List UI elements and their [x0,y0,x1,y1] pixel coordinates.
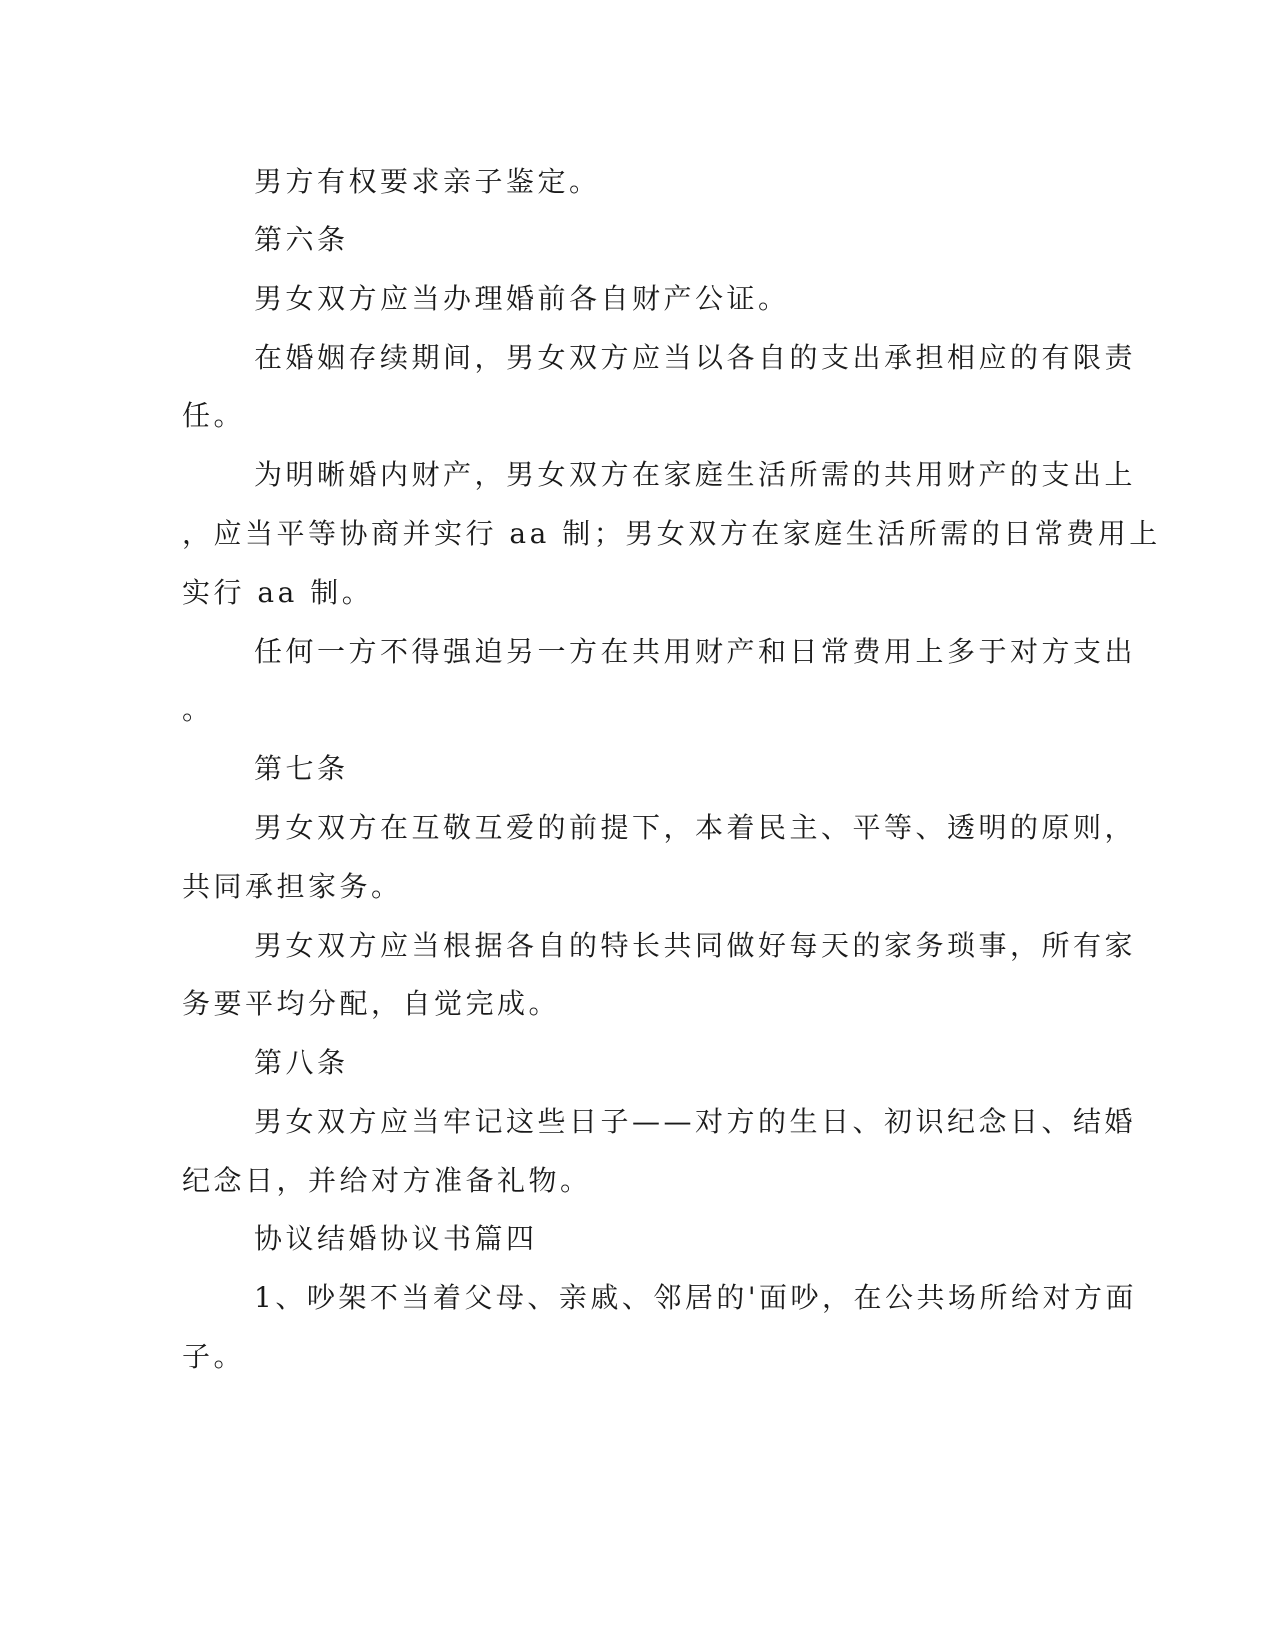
paragraph-line: 务要平均分配，自觉完成。 [182,987,561,1020]
paragraph-line: 男女双方应当牢记这些日子——对方的生日、初识纪念日、结婚 [254,1105,1137,1138]
paragraph-line: 1、吵架不当着父母、亲戚、邻居的'面吵，在公共场所给对方面 [254,1281,1138,1314]
paragraph-line: 实行 aa 制。 [182,576,374,609]
paragraph-line: 男女双方应当根据各自的特长共同做好每天的家务琐事，所有家 [254,929,1137,962]
section-heading: 协议结婚协议书篇四 [254,1222,538,1255]
paragraph-line: 。 [182,693,214,726]
paragraph-line: 纪念日，并给对方准备礼物。 [182,1164,592,1197]
paragraph-line: 在婚姻存续期间，男女双方应当以各自的支出承担相应的有限责 [254,341,1137,374]
paragraph-line: 任何一方不得强迫另一方在共用财产和日常费用上多于对方支出 [254,635,1137,668]
paragraph-line: 为明晰婚内财产，男女双方在家庭生活所需的共用财产的支出上 [254,458,1137,491]
article-heading: 第八条 [254,1046,349,1079]
paragraph-line: 男女双方在互敬互爱的前提下，本着民主、平等、透明的原则， [254,811,1137,844]
paragraph-line: 任。 [182,399,246,432]
paragraph-line: 男方有权要求亲子鉴定。 [254,165,601,198]
paragraph-line: 共同承担家务。 [182,870,403,903]
article-heading: 第七条 [254,752,349,785]
article-heading: 第六条 [254,223,349,256]
paragraph-line: ，应当平等协商并实行 aa 制；男女双方在家庭生活所需的日常费用上 [182,517,1161,550]
paragraph-line: 男女双方应当办理婚前各自财产公证。 [254,282,790,315]
paragraph-line: 子。 [182,1340,246,1373]
